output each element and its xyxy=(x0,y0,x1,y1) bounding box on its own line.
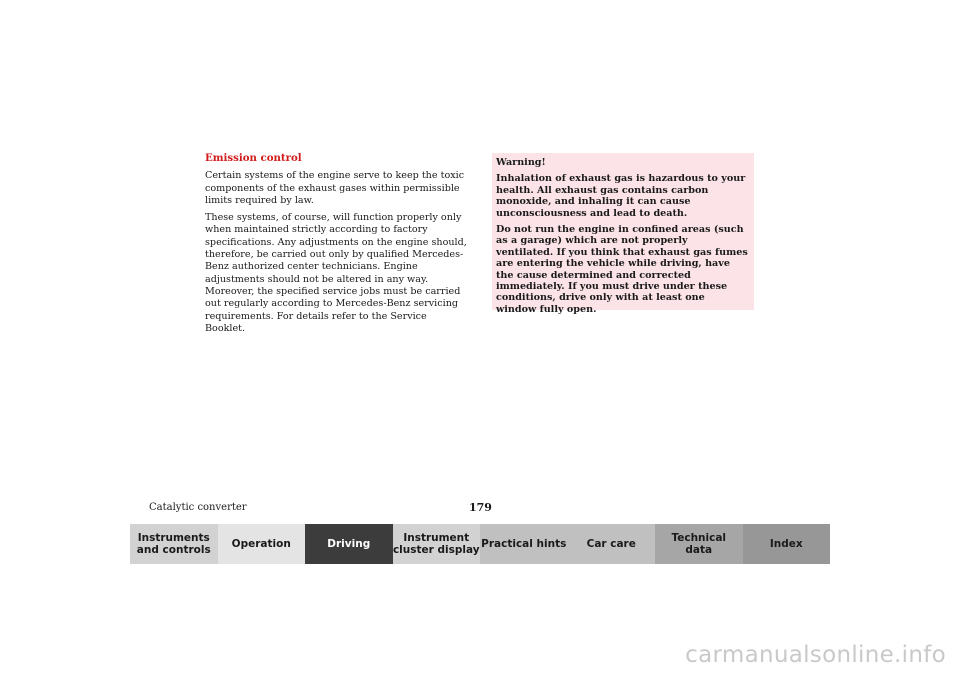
tab-label: Operation xyxy=(231,537,291,550)
tab-label: Index xyxy=(769,537,803,550)
body-paragraph: These systems, of course, will function properly only when maintained strictly according to factory specifications. Any adjustments on the engine should, therefore, be carried out only by qualified Mercedes-Benz authorized center technicians. Engine adjustments should not be altered in any way. Moreover, the specified service jobs must be carried out regularly according to Mercedes-Benz servicing requirements. For details refer to the Service Booklet. xyxy=(205,212,467,334)
warning-paragraph: Inhalation of exhaust gas is hazardous to your health. All exhaust gas contains carbon monoxide, and inhaling it can cause unconsciousness and lead to death. xyxy=(496,173,746,219)
tab-label-line1: Instruments xyxy=(137,531,210,544)
main-content xyxy=(205,152,467,340)
footer-section-label: Catalytic converter xyxy=(149,502,247,513)
tab-label-line2: data xyxy=(685,544,713,556)
tab-practical-hints[interactable] xyxy=(480,524,568,564)
tab-instrument-cluster-display[interactable] xyxy=(393,524,481,564)
tab-label: Car care xyxy=(586,537,636,550)
watermark: carmanualsonline.info xyxy=(685,642,946,668)
chapter-nav-bar xyxy=(130,524,830,564)
page-number: 179 xyxy=(469,501,492,514)
tab-car-care[interactable] xyxy=(568,524,656,564)
warning-title: Warning! xyxy=(496,157,546,168)
body-paragraph: Certain systems of the engine serve to keep the toxic components of the exhaust gases within permissible limits required by law. xyxy=(205,170,465,206)
tab-operation[interactable] xyxy=(218,524,306,564)
tab-driving[interactable] xyxy=(305,524,393,564)
tab-label: Practical hints xyxy=(481,537,567,550)
tab-instruments-and-controls[interactable] xyxy=(130,524,218,564)
tab-label-line2: cluster display xyxy=(392,544,480,556)
tab-label-line1: Technical xyxy=(671,531,727,544)
tab-index[interactable] xyxy=(743,524,831,564)
tab-label: Driving xyxy=(327,537,371,550)
warning-box xyxy=(492,153,754,315)
tab-label-line2: and controls xyxy=(136,544,211,556)
section-title: Emission control xyxy=(205,152,302,164)
warning-paragraph: Do not run the engine in confined areas (such as a garage) which are not properly ventilated. If you think that exhaust gas fumes are entering the vehicle while driving, have the cause determined and corrected immediately. If you must drive under these conditions, drive only with at least one window fully open. xyxy=(496,224,748,315)
tab-technical-data[interactable] xyxy=(655,524,743,564)
tab-label-line1: Instrument xyxy=(403,531,470,544)
